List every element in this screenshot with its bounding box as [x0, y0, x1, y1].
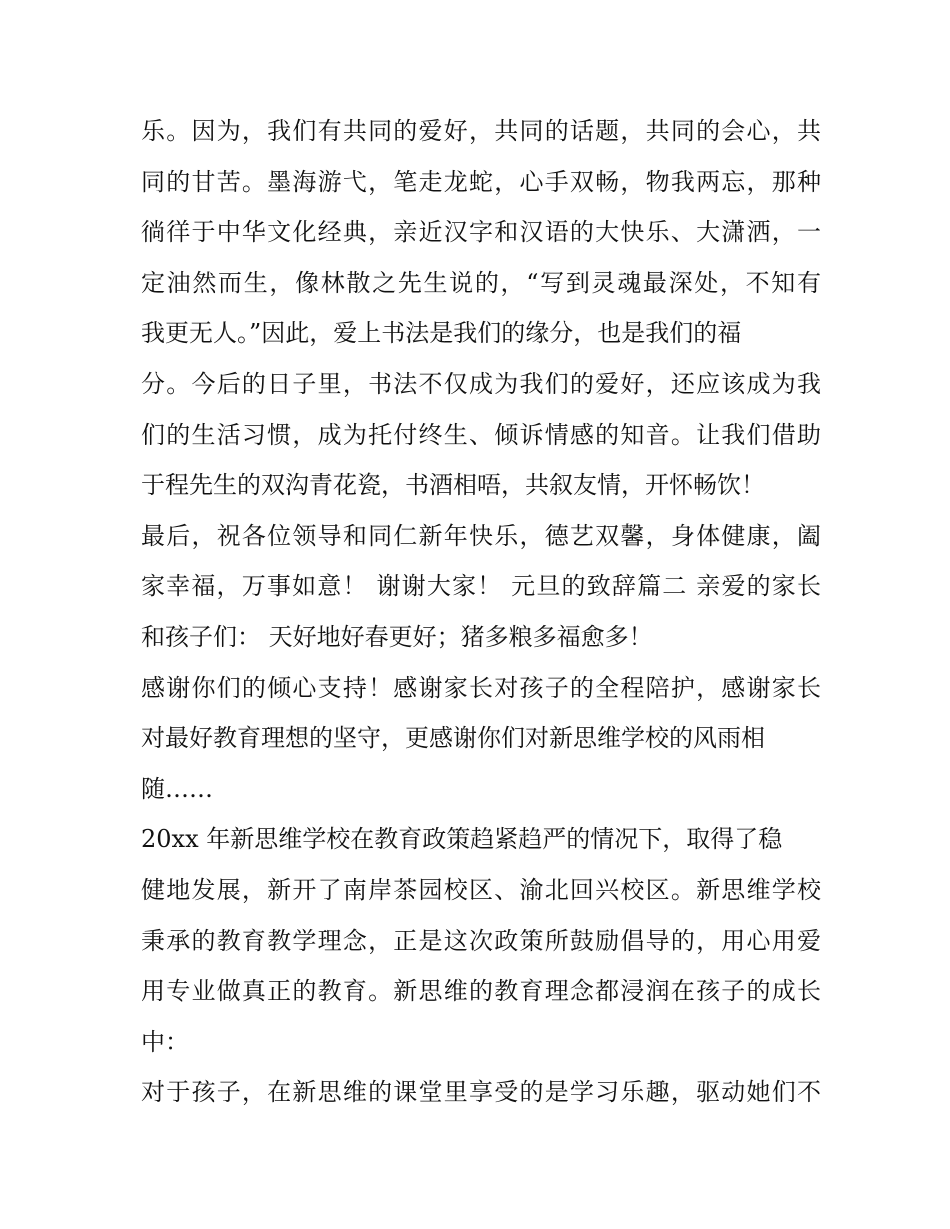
- body-text: [141, 106, 821, 1118]
- text-line: 同的甘苦。墨海游弋，笔走龙蛇，心手双畅，物我两忘，那种: [141, 167, 821, 196]
- text-line: 分。今后的日子里，书法不仅成为我们的爱好，还应该成为我: [141, 369, 821, 398]
- text-line: 于程先生的双沟青花瓷，书酒相唔，共叙友情，开怀畅饮！: [141, 471, 765, 500]
- text-line: 20xx 年新思维学校在教育政策趋紧趋严的情况下，取得了稳: [141, 825, 783, 854]
- text-line: 用专业做真正的教育。新思维的教育理念都浸润在孩子的成长: [141, 977, 821, 1006]
- text-line: 对最好教育理想的坚守，更感谢你们对新思维学校的风雨相: [141, 724, 765, 753]
- text-line: 中：: [141, 1027, 189, 1056]
- text-line: 乐。因为，我们有共同的爱好，共同的话题，共同的会心，共: [141, 117, 821, 145]
- text-line: 徜徉于中华文化经典，亲近汉字和汉语的大快乐、大潇洒，一: [141, 218, 821, 247]
- text-line: 感谢你们的倾心支持！感谢家长对孩子的全程陪护，感谢家长: [141, 673, 821, 702]
- text-line: 对于孩子，在新思维的课堂里享受的是学习乐趣，驱动她们不: [141, 1078, 821, 1107]
- text-line: 最后，祝各位领导和同仁新年快乐，德艺双馨，身体健康，阖: [141, 521, 821, 550]
- text-line: 随……: [141, 774, 213, 803]
- text-line: 秉承的教育教学理念，正是这次政策所鼓励倡导的，用心用爱: [141, 926, 821, 955]
- text-line: 家幸福，万事如意！ 谢谢大家！ 元旦的致辞篇二 亲爱的家长: [141, 572, 821, 601]
- text-line: 们的生活习惯，成为托付终生、倾诉情感的知音。让我们借助: [141, 420, 821, 449]
- text-line: 我更无人。”因此，爱上书法是我们的缘分，也是我们的福: [141, 319, 742, 348]
- text-line: 定油然而生，像林散之先生说的，“写到灵魂最深处，不知有: [141, 268, 821, 297]
- text-line: 健地发展，新开了南岸茶园校区、渝北回兴校区。新思维学校: [141, 875, 821, 904]
- text-line: 和孩子们： 天好地好春更好；猪多粮多福愈多！: [141, 622, 653, 651]
